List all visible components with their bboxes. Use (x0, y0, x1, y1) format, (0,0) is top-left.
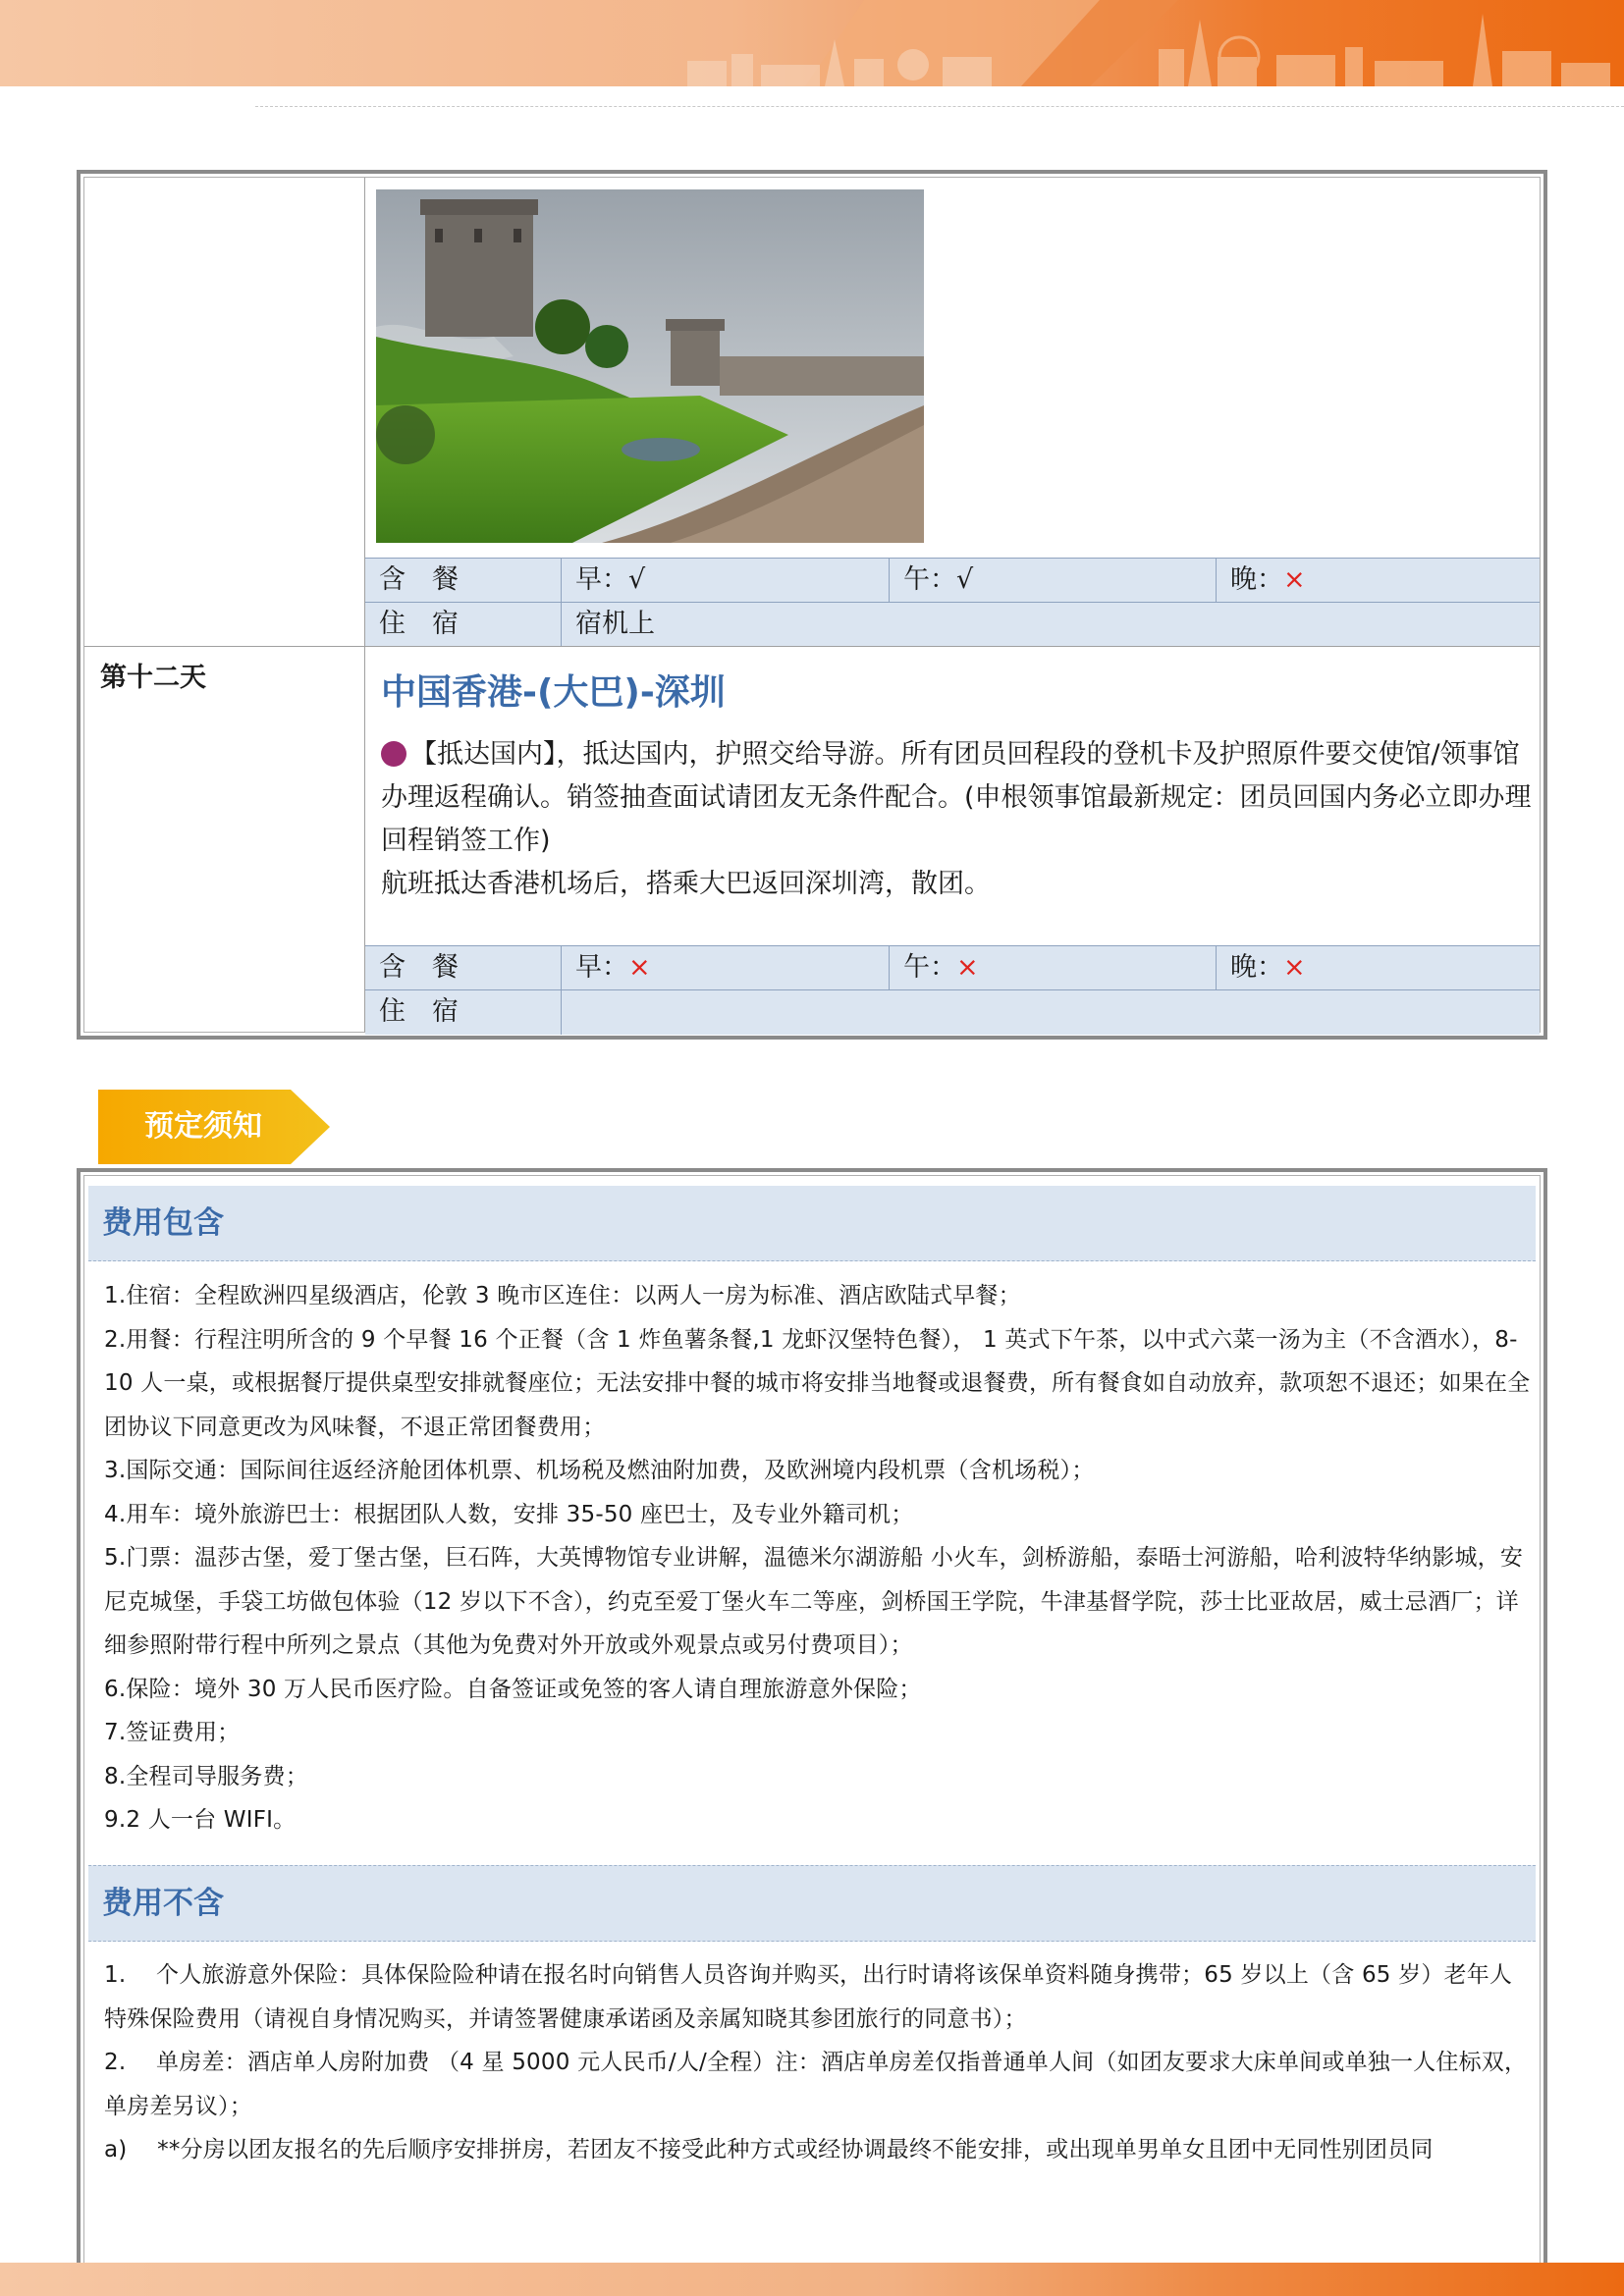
list-item: 2.用餐：行程注明所含的 9 个早餐 16 个正餐（含 1 炸鱼薯条餐,1 龙虾汉堡特色餐）， 1 英式下午茶，以中式六菜一汤为主（不含酒水），8-10 人一桌，或根据餐厅提供桌型安排就餐座位；无法安排中餐的城市将安排当地餐或退餐费，所有餐食如自动放弃，款项恕不退还；如果在全团协议下同意更改为风味餐，不退正常团餐费用； (104, 1326, 1531, 1440)
list-item: 7.签证费用； (104, 1720, 241, 1745)
included-list (104, 1274, 1534, 1842)
lunch-status: 午：√ (903, 564, 974, 595)
section-header-excluded (88, 1865, 1536, 1942)
notice-inner (83, 1175, 1541, 2296)
day-label: 第十二天 (100, 663, 206, 693)
breakfast-status (575, 946, 651, 989)
meals-label: 含 餐 (379, 564, 459, 595)
cell-divider (561, 603, 562, 646)
itinerary-table-inner (83, 177, 1541, 1033)
meals-label: 含 餐 (379, 952, 459, 983)
lodging-label: 住 宿 (379, 609, 459, 639)
cell-divider (889, 559, 890, 602)
cell-divider (561, 946, 562, 989)
list-item: 9.2 人一台 WIFI。 (104, 1807, 297, 1833)
cross-icon: × (1283, 952, 1306, 983)
section-title-excluded: 费用不含 (102, 1886, 224, 1921)
booking-notice-box (77, 1168, 1547, 2296)
list-item: 8.全程司导服务费； (104, 1763, 308, 1789)
cell-divider (561, 990, 562, 1035)
excluded-list (104, 1953, 1534, 2172)
booking-notice-badge (98, 1090, 330, 1164)
badge-label: 预定须知 (144, 1109, 262, 1144)
list-item: 6.保险：境外 30 万人民币医疗险。自备签证或免签的客人请自理旅游意外保险； (104, 1676, 922, 1702)
breakfast-prefix: 早： (575, 952, 628, 983)
lodging-row-day12 (365, 989, 1540, 1035)
route-title: 中国香港-(大巴)-深圳 (381, 672, 726, 713)
city-skyline-graphic (0, 0, 1624, 86)
header-banner (0, 0, 1624, 86)
cell-divider (561, 559, 562, 602)
footer-banner (0, 2263, 1624, 2296)
lodging-value: 宿机上 (575, 609, 655, 639)
breakfast-status: 早：√ (575, 564, 646, 595)
lodging-row-prev (365, 602, 1540, 646)
list-item: 4.用车：境外旅游巴士：根据团队人数，安排 35-50 座巴士，及专业外籍司机； (104, 1501, 914, 1527)
meals-row-day12 (365, 945, 1540, 989)
header-divider (255, 106, 1624, 107)
lunch-status (903, 946, 979, 989)
dinner-status (1230, 946, 1306, 989)
cross-icon: × (628, 952, 651, 983)
day-paragraph-1 (381, 733, 1540, 863)
dinner-prefix: 晚： (1230, 564, 1283, 595)
list-item: 5.门票：温莎古堡，爱丁堡古堡，巨石阵，大英博物馆专业讲解，温德米尔湖游船 小火车，剑桥游船，泰晤士河游船，哈利波特华纳影城，安尼克城堡，手袋工坊做包体验（12 岁以下不含），约克至爱丁堡火车二等座，剑桥国王学院，牛津基督学院，莎士比亚故居，威士忌酒厂；详细参照附带行程中所列之景点（其他为免费对外开放或外观景点或另付费项目）； (104, 1545, 1524, 1658)
list-item: 1. 个人旅游意外保险：具体保险险种请在报名时向销售人员咨询并购买，出行时请将该保单资料随身携带；65 岁以上（含 65 岁）老年人特殊保险费用（请视自身情况购买，并请签署健康承诺函及亲属知晓其参团旅行的同意书）； (104, 1962, 1513, 2032)
list-item: 2. 单房差：酒店单人房附加费 （4 星 5000 元人民币/人/全程）注：酒店单房差仅指普通单人间（如团友要求大床单间或单独一人住标双，单房差另议）； (104, 2050, 1528, 2119)
section-title-included: 费用包含 (102, 1205, 224, 1241)
section-header-included (88, 1186, 1536, 1261)
cross-icon: × (956, 952, 979, 983)
itinerary-table (77, 170, 1547, 1040)
lodging-label: 住 宿 (379, 996, 459, 1027)
dinner-prefix: 晚： (1230, 952, 1283, 983)
list-item: a) **分房以团友报名的先后顺序安排拼房，若团友不接受此种方式或经协调最终不能安排，或出现单男单女且团中无同性别团员同 (104, 2137, 1434, 2163)
day-divider (84, 646, 1540, 647)
paragraph-1-text: 【抵达国内】，抵达国内，护照交给导游。所有团员回程段的登机卡及护照原件要交使馆/领事馆办理返程确认。销签抽查面试请团友无条件配合。(申根领事馆最新规定：团员回国内务必立即办理回程销签工作) (381, 739, 1532, 856)
windsor-castle-photo (376, 189, 924, 543)
dinner-status (1230, 559, 1306, 602)
cross-icon: × (1283, 564, 1306, 595)
day-paragraph-2: 航班抵达香港机场后，搭乘大巴返回深圳湾，散团。 (381, 869, 991, 899)
bullet-dot-icon (381, 741, 406, 767)
cell-divider (889, 946, 890, 989)
cell-divider (1216, 946, 1217, 989)
day-description (381, 733, 1540, 906)
lunch-prefix: 午： (903, 952, 956, 983)
list-item: 1.住宿：全程欧洲四星级酒店，伦敦 3 晚市区连住：以两人一房为标准、酒店欧陆式早餐； (104, 1283, 1021, 1308)
list-item: 3.国际交通：国际间往返经济舱团体机票、机场税及燃油附加费，及欧洲境内段机票（含机场税）； (104, 1458, 1095, 1483)
cell-divider (1216, 559, 1217, 602)
meals-row-prev (365, 558, 1540, 602)
